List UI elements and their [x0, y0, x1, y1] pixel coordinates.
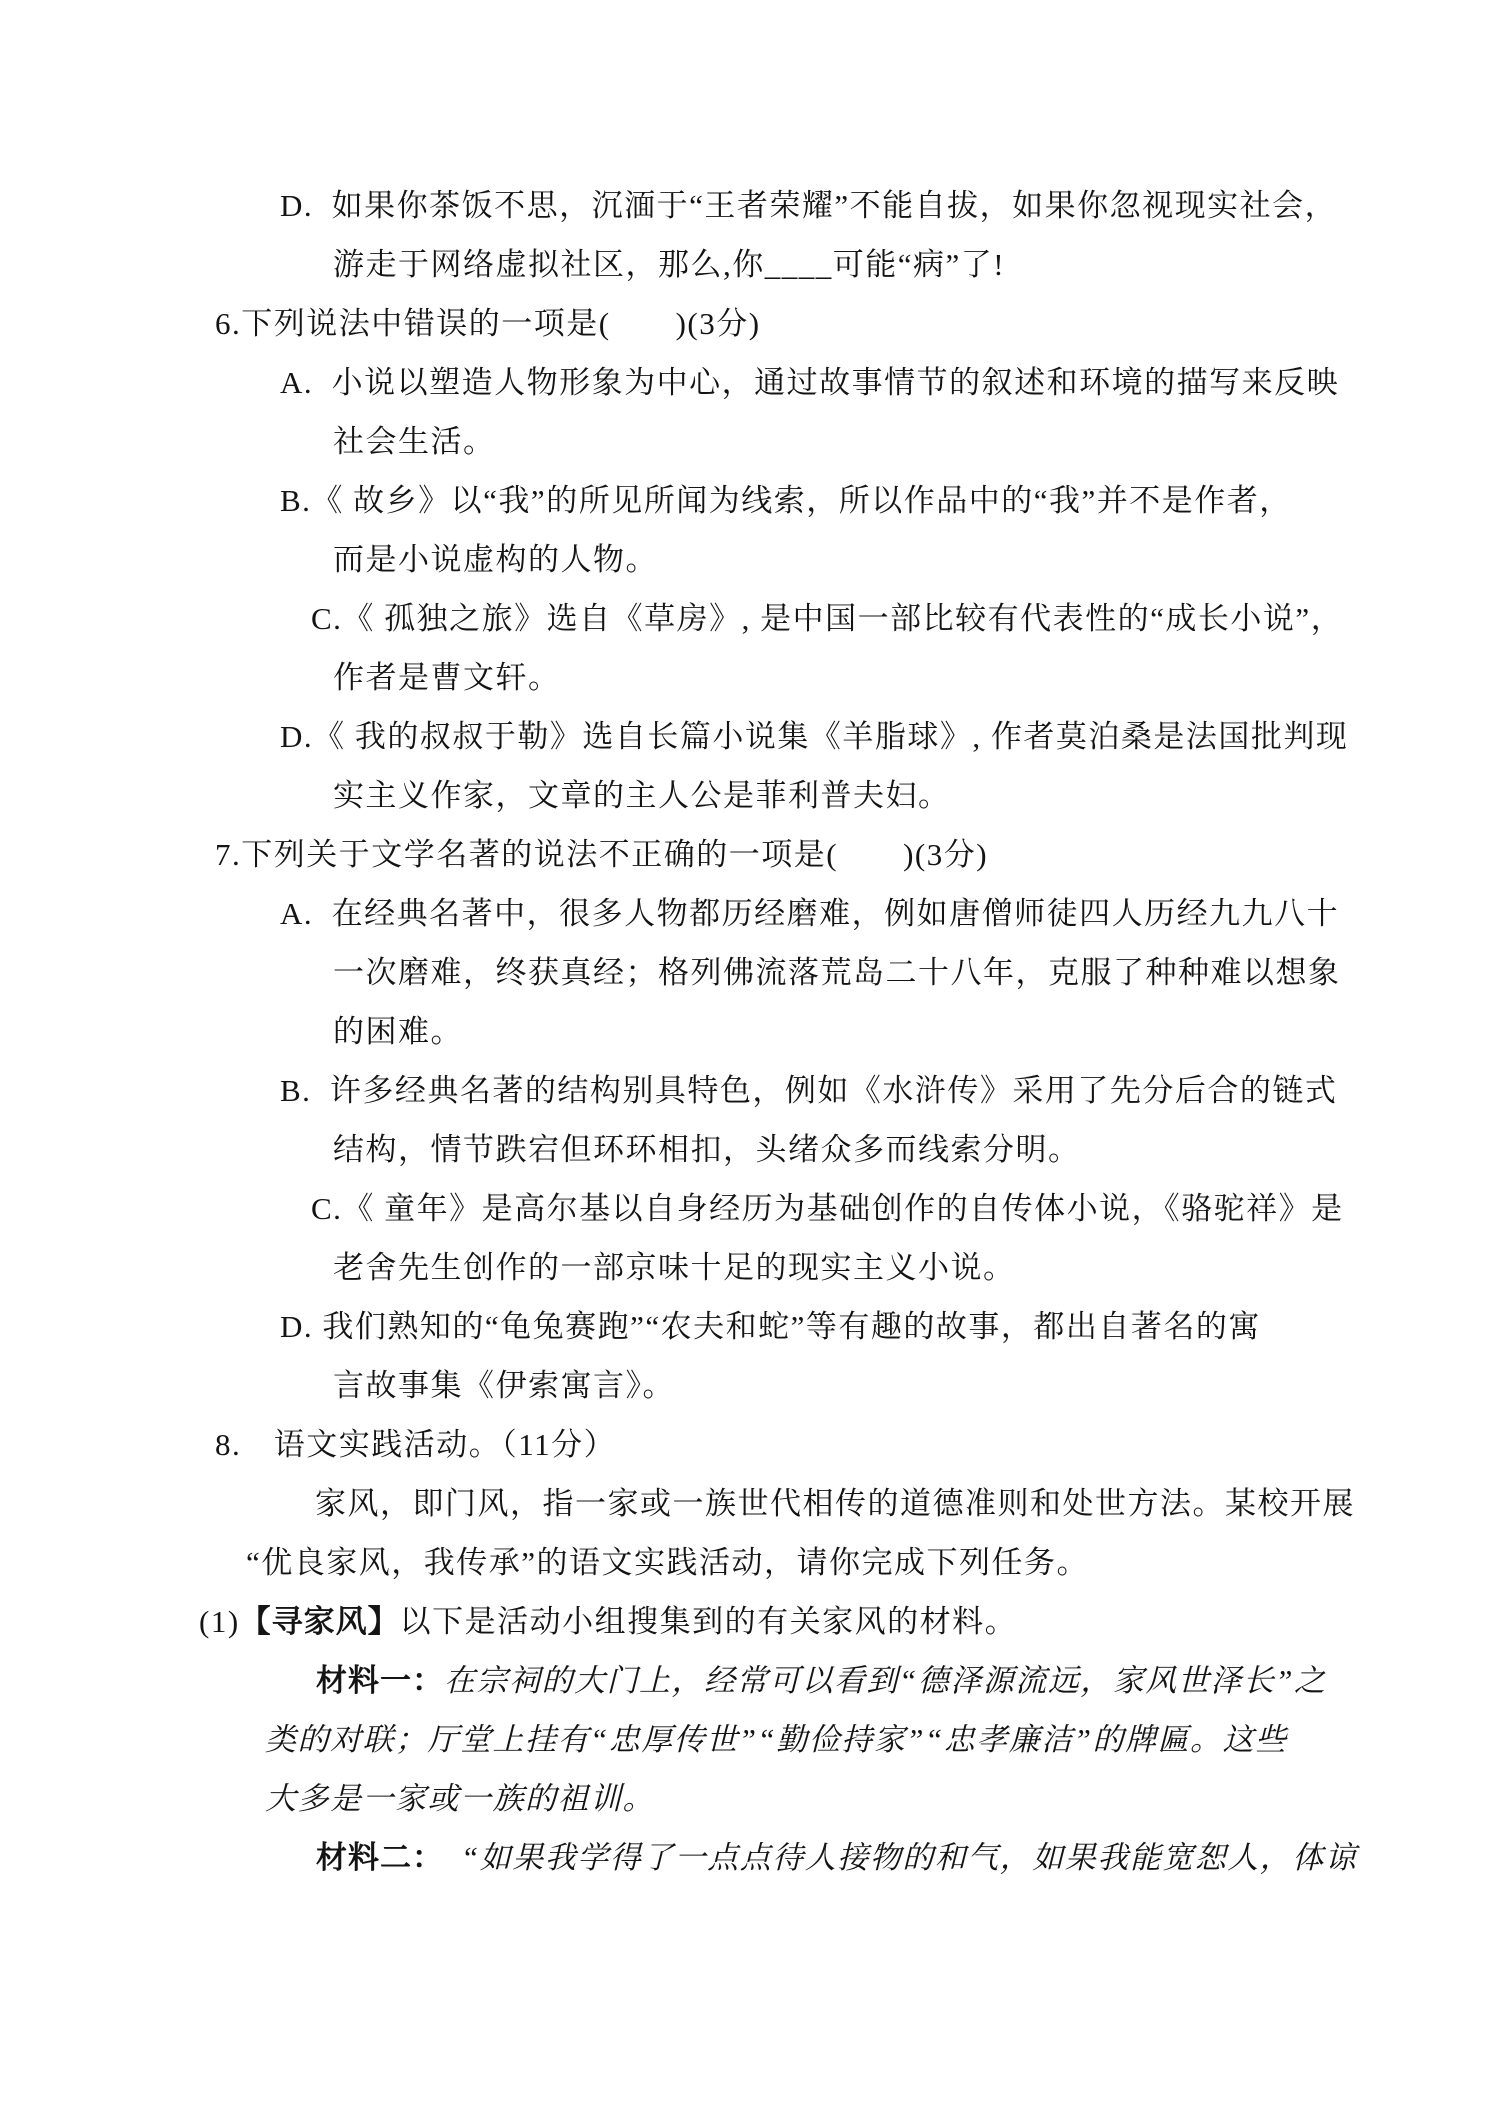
text-segment: D.《 我的叔叔于勒》选自长篇小说集《羊脂球》, 作者莫泊桑是法国批判现 — [280, 719, 1349, 754]
text-segment: 老舍先生创作的一部京味十足的现实主义小说。 — [333, 1250, 1016, 1285]
text-line-4 — [280, 353, 1493, 412]
text-segment: 作者是曹文轩。 — [333, 660, 561, 695]
text-segment: D. 如果你茶饭不思，沉湎于“王者荣耀”不能自拔，如果你忽视现实社会， — [280, 188, 1338, 223]
text-line-18 — [311, 1179, 1493, 1238]
text-segment: “优良家风，我传承”的语文实践活动，请你完成下列任务。 — [246, 1545, 1090, 1580]
text-line-1 — [280, 176, 1493, 235]
bold-label-segment: 材料一： — [316, 1663, 444, 1698]
text-segment: 一次磨难，终获真经；格列佛流落荒岛二十八年，克服了种种难以想象 — [333, 955, 1341, 990]
text-segment: B. 许多经典名著的结构别具特色，例如《水浒传》采用了先分后合的链式 — [280, 1073, 1338, 1108]
kai-text-segment: 类的对联；厅堂上挂有“忠厚传世”“勤俭持家”“忠孝廉洁”的牌匾。这些 — [265, 1722, 1288, 1757]
text-line-7 — [333, 530, 1493, 589]
text-line-11 — [333, 766, 1493, 825]
text-segment: 8. 语文实践活动。（11分） — [215, 1427, 617, 1462]
text-segment: 的困难。 — [333, 1014, 463, 1049]
text-line-29 — [316, 1828, 1493, 1887]
text-line-2 — [333, 235, 1493, 294]
text-line-23 — [315, 1474, 1493, 1533]
text-segment: B.《 故乡》以“我”的所见所闻为线索，所以作品中的“我”并不是作者， — [280, 483, 1292, 518]
text-line-26 — [316, 1651, 1493, 1710]
text-segment: (1) — [199, 1604, 240, 1639]
bold-label-segment: 【寻家风】 — [239, 1604, 400, 1639]
text-line-22 — [215, 1415, 1493, 1474]
text-line-24 — [246, 1533, 1493, 1592]
bold-label-segment: 材料二： — [316, 1840, 429, 1875]
text-line-10 — [280, 707, 1493, 766]
text-line-5 — [333, 412, 1493, 471]
text-line-25 — [199, 1592, 1493, 1651]
kai-text-segment: “如果我学得了一点点待人接物的和气，如果我能宽恕人，体谅 — [428, 1840, 1358, 1875]
text-segment: 以下是活动小组搜集到的有关家风的材料。 — [399, 1604, 1018, 1639]
text-line-21 — [333, 1356, 1493, 1415]
text-line-13 — [280, 884, 1493, 943]
text-line-12 — [215, 825, 1493, 884]
text-line-8 — [311, 589, 1493, 648]
text-line-14 — [333, 943, 1493, 1002]
text-line-28 — [265, 1769, 1493, 1828]
text-line-3 — [215, 294, 1493, 353]
text-segment: 结构，情节跌宕但环环相扣，头绪众多而线索分明。 — [333, 1132, 1081, 1167]
text-line-9 — [333, 648, 1493, 707]
text-segment: 7.下列关于文学名著的说法不正确的一项是( )(3分) — [215, 837, 989, 872]
text-line-27 — [265, 1710, 1493, 1769]
text-line-6 — [280, 471, 1493, 530]
text-segment: C.《 童年》是高尔基以自身经历为基础创作的自传体小说，《骆驼祥》是 — [311, 1191, 1344, 1226]
text-segment: A. 在经典名著中，很多人物都历经磨难，例如唐僧师徒四人历经九九八十 — [280, 896, 1340, 931]
kai-text-segment: 在宗祠的大门上，经常可以看到“德泽源流远，家风世泽长”之 — [444, 1663, 1327, 1698]
text-line-15 — [333, 1002, 1493, 1061]
text-segment: 社会生活。 — [333, 424, 496, 459]
text-line-17 — [333, 1120, 1493, 1179]
text-segment: A. 小说以塑造人物形象为中心，通过故事情节的叙述和环境的描写来反映 — [280, 365, 1340, 400]
text-segment: C.《 孤独之旅》选自《草房》, 是中国一部比较有代表性的“成长小说”， — [311, 601, 1344, 636]
text-segment: D. 我们熟知的“龟兔赛跑”“农夫和蛇”等有趣的故事，都出自著名的寓 — [280, 1309, 1261, 1344]
exam-text-block — [0, 176, 1493, 1887]
text-line-19 — [333, 1238, 1493, 1297]
text-segment: 家风，即门风，指一家或一族世代相传的道德准则和处世方法。某校开展 — [315, 1486, 1355, 1521]
text-segment: 言故事集《伊索寓言》。 — [333, 1368, 675, 1403]
text-segment: 实主义作家，文章的主人公是菲利普夫妇。 — [333, 778, 951, 813]
kai-text-segment: 大多是一家或一族的祖训。 — [265, 1781, 655, 1816]
text-line-20 — [280, 1297, 1493, 1356]
text-segment: 6.下列说法中错误的一项是( )(3分) — [215, 306, 761, 341]
text-segment: 游走于网络虚拟社区，那么,你____可能“病”了! — [333, 247, 1006, 282]
text-line-16 — [280, 1061, 1493, 1120]
text-segment: 而是小说虚构的人物。 — [333, 542, 658, 577]
